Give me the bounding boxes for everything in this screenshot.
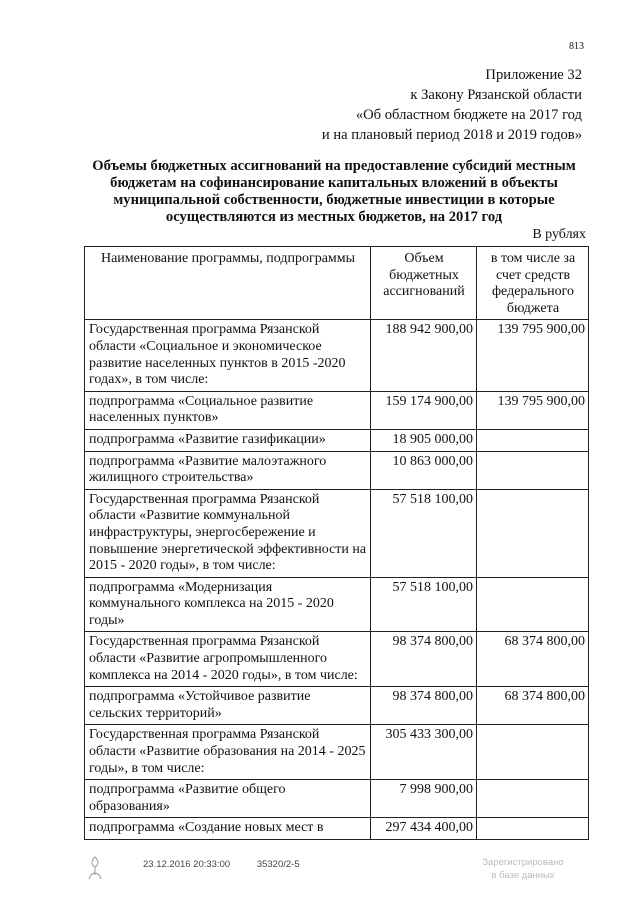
federal-cell: 139 795 900,00 xyxy=(477,320,589,391)
table-row xyxy=(85,780,589,818)
program-name-cell: подпрограмма «Создание новых мест в xyxy=(85,818,371,840)
footer-doc-id: 35320/2-5 xyxy=(256,859,300,870)
amount-cell: 297 434 400,00 xyxy=(371,818,477,840)
header-program-name: Наименование программы, подпрограммы xyxy=(85,247,371,320)
page-number: 813 xyxy=(569,41,584,52)
program-name-cell: Государственная программа Рязанской области «Развитие коммунальной инфраструктуры, энергосбережение и повышение энергетической эффективности на 2015 - 2020 годы», в том числе: xyxy=(85,489,371,577)
watermark-line-2: в базе данных xyxy=(491,870,555,881)
table-row xyxy=(85,489,589,577)
table-row xyxy=(85,818,589,840)
watermark-line-1: Зарегистрировано xyxy=(482,857,564,868)
amount-cell: 98 374 800,00 xyxy=(371,687,477,725)
federal-cell: 68 374 800,00 xyxy=(477,632,589,687)
amount-cell: 159 174 900,00 xyxy=(371,391,477,429)
table-row xyxy=(85,577,589,632)
federal-cell xyxy=(477,489,589,577)
amount-cell: 57 518 100,00 xyxy=(371,577,477,632)
table-row xyxy=(85,451,589,489)
federal-cell xyxy=(477,451,589,489)
table-header-row xyxy=(85,247,589,320)
appendix-line-3: «Об областном бюджете на 2017 год xyxy=(355,107,582,123)
table-row xyxy=(85,391,589,429)
federal-cell xyxy=(477,725,589,780)
federal-cell: 139 795 900,00 xyxy=(477,391,589,429)
registration-watermark xyxy=(448,856,598,882)
table-row xyxy=(85,429,589,451)
footer-meta xyxy=(143,859,324,870)
program-name-cell: подпрограмма «Модернизация коммунального комплекса на 2015 - 2020 годы» xyxy=(85,577,371,632)
program-name-cell: Государственная программа Рязанской области «Развитие образования на 2014 - 2025 годы», в том числе: xyxy=(85,725,371,780)
table-row xyxy=(85,687,589,725)
amount-cell: 57 518 100,00 xyxy=(371,489,477,577)
amount-cell: 18 905 000,00 xyxy=(371,429,477,451)
table-row xyxy=(85,320,589,391)
program-name-cell: подпрограмма «Развитие малоэтажного жилищного строительства» xyxy=(85,451,371,489)
amount-cell: 7 998 900,00 xyxy=(371,780,477,818)
federal-cell xyxy=(477,780,589,818)
amount-cell: 188 942 900,00 xyxy=(371,320,477,391)
amount-cell: 98 374 800,00 xyxy=(371,632,477,687)
program-name-cell: подпрограмма «Развитие газификации» xyxy=(85,429,371,451)
header-federal: в том числе за счет средств федерального бюджета xyxy=(477,247,589,320)
federal-cell: 68 374 800,00 xyxy=(477,687,589,725)
table-row xyxy=(85,725,589,780)
federal-cell xyxy=(477,429,589,451)
amount-cell: 10 863 000,00 xyxy=(371,451,477,489)
program-name-cell: подпрограмма «Устойчивое развитие сельских территорий» xyxy=(85,687,371,725)
budget-table xyxy=(84,246,589,840)
units-label: В рублях xyxy=(532,227,586,242)
federal-cell xyxy=(477,577,589,632)
program-name-cell: Государственная программа Рязанской области «Социальное и экономическое развитие населенных пунктов в 2015 -2020 годах», в том числе: xyxy=(85,320,371,391)
header-amount: Объем бюджетных ассигнований xyxy=(371,247,477,320)
document-stamp-icon xyxy=(86,855,104,881)
footer-datetime: 23.12.2016 20:33:00 xyxy=(143,859,231,870)
program-name-cell: подпрограмма «Развитие общего образования» xyxy=(85,780,371,818)
federal-cell xyxy=(477,818,589,840)
program-name-cell: Государственная программа Рязанской области «Развитие агропромышленного комплекса на 2014 - 2020 годы», в том числе: xyxy=(85,632,371,687)
appendix-header xyxy=(222,65,582,145)
amount-cell: 305 433 300,00 xyxy=(371,725,477,780)
program-name-cell: подпрограмма «Социальное развитие населенных пунктов» xyxy=(85,391,371,429)
appendix-line-1: Приложение 32 xyxy=(485,67,582,83)
appendix-line-2: к Закону Рязанской области xyxy=(410,87,582,103)
appendix-line-4: и на плановый период 2018 и 2019 годов» xyxy=(321,127,582,143)
table-row xyxy=(85,632,589,687)
document-title: Объемы бюджетных ассигнований на предоставление субсидий местным бюджетам на софинансирование капитальных вложений в объекты муниципальной собственности, бюджетные инвестиции в которые осуществляются из местных бюджетов, на 2017 год xyxy=(92,158,576,225)
